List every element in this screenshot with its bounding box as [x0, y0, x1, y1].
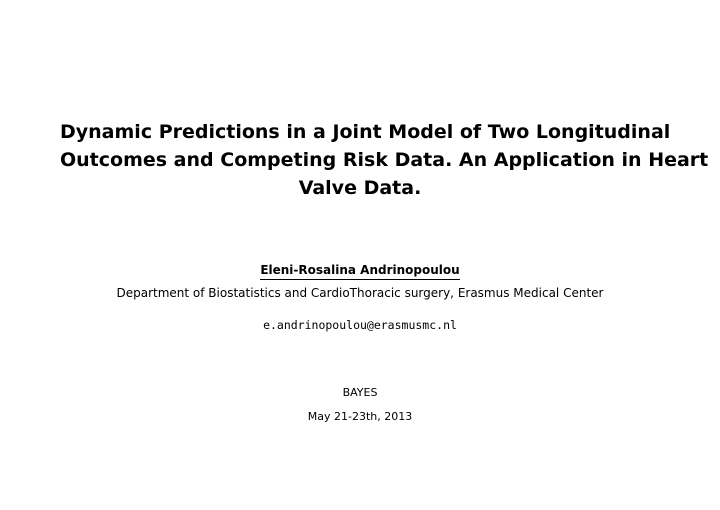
author-block [0, 262, 720, 280]
slide-title-line-1: Dynamic Predictions in a Joint Model of Two Longitudinal [60, 121, 671, 143]
author-email: e.andrinopoulou@erasmusmc.nl [263, 318, 457, 332]
author-name: Eleni-Rosalina Andrinopoulou [260, 262, 459, 280]
author-affiliation: Department of Biostatistics and CardioThoracic surgery, Erasmus Medical Center [116, 286, 604, 300]
slide-title-line-3: Valve Data. [298, 177, 422, 199]
slide-title [60, 118, 709, 202]
slide-title-line-2: Outcomes and Competing Risk Data. An Application in Heart [60, 149, 709, 171]
event-date: May 21-23th, 2013 [307, 410, 413, 423]
event-name: BAYES [342, 386, 378, 399]
